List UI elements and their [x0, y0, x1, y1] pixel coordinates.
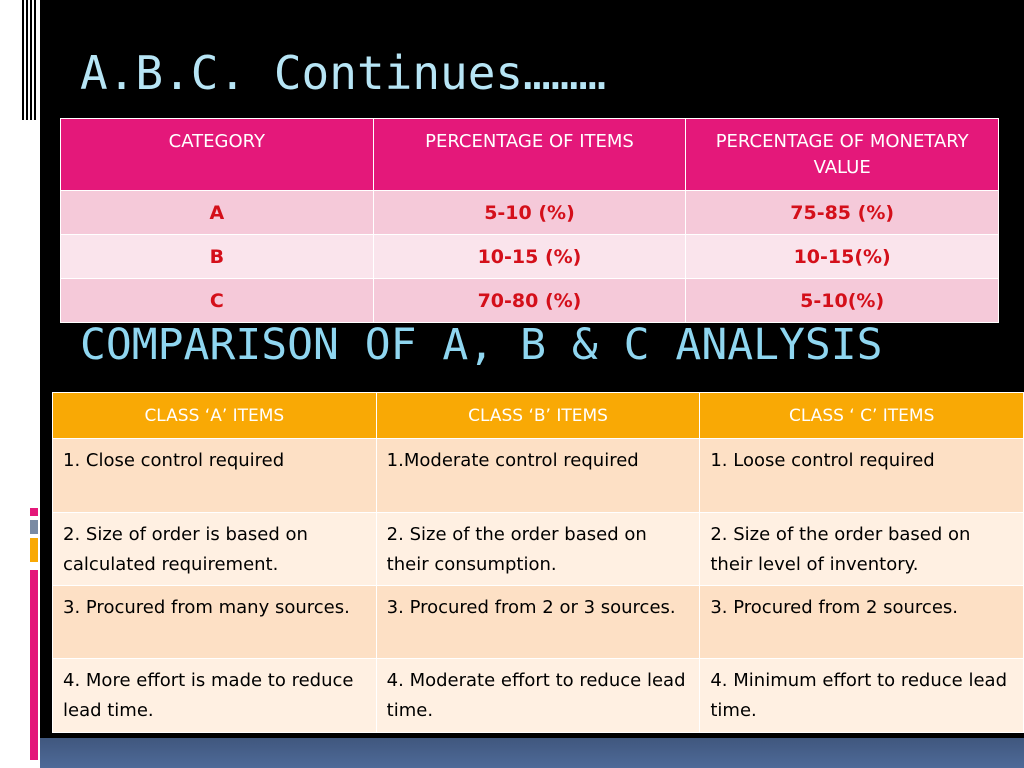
decorative-bar-gray [30, 520, 38, 534]
decorative-bar-orange [30, 538, 38, 562]
table-cell: 4. Minimum effort to reduce lead time. [700, 659, 1024, 733]
column-header: CATEGORY [61, 119, 374, 191]
table-row [53, 513, 1024, 586]
table-cell: 70-80 (%) [373, 279, 686, 323]
decorative-lines [22, 0, 36, 120]
abc-category-table [60, 118, 999, 323]
decorative-bar-pink-long [30, 570, 38, 760]
column-header: PERCENTAGE OF ITEMS [373, 119, 686, 191]
table-row [53, 659, 1024, 733]
table-header-row [53, 393, 1024, 439]
table-cell: 1. Close control required [53, 439, 377, 513]
column-header: CLASS ‘A’ ITEMS [53, 393, 377, 439]
table-cell: 4. More effort is made to reduce lead time. [53, 659, 377, 733]
section-title: COMPARISON OF A, B & C ANALYSIS [80, 320, 883, 370]
table-cell: 3. Procured from 2 or 3 sources. [376, 586, 700, 659]
table-row [61, 191, 999, 235]
table-cell: 3. Procured from 2 sources. [700, 586, 1024, 659]
table-cell: 1.Moderate control required [376, 439, 700, 513]
table-cell: 10-15(%) [686, 235, 999, 279]
table-cell: 4. Moderate effort to reduce lead time. [376, 659, 700, 733]
table-cell: C [61, 279, 374, 323]
table-cell: 2. Size of the order based on their level of inventory. [700, 513, 1024, 586]
table-cell: 2. Size of order is based on calculated requirement. [53, 513, 377, 586]
table-cell: B [61, 235, 374, 279]
table-cell: 2. Size of the order based on their consumption. [376, 513, 700, 586]
table-row [61, 279, 999, 323]
table-header-row [61, 119, 999, 191]
table-cell: 1. Loose control required [700, 439, 1024, 513]
table-row [53, 439, 1024, 513]
table-cell: 10-15 (%) [373, 235, 686, 279]
table-row [53, 586, 1024, 659]
bottom-band [40, 738, 1024, 768]
slide-title: A.B.C. Continues……… [80, 46, 607, 100]
table-row [61, 235, 999, 279]
table-cell: 3. Procured from many sources. [53, 586, 377, 659]
comparison-table [52, 392, 1024, 733]
table-cell: 5-10(%) [686, 279, 999, 323]
decorative-bar-pink [30, 508, 38, 516]
table-cell: 75-85 (%) [686, 191, 999, 235]
column-header: PERCENTAGE OF MONETARY VALUE [686, 119, 999, 191]
column-header: CLASS ‘ C’ ITEMS [700, 393, 1024, 439]
table-cell: 5-10 (%) [373, 191, 686, 235]
column-header: CLASS ‘B’ ITEMS [376, 393, 700, 439]
table-cell: A [61, 191, 374, 235]
